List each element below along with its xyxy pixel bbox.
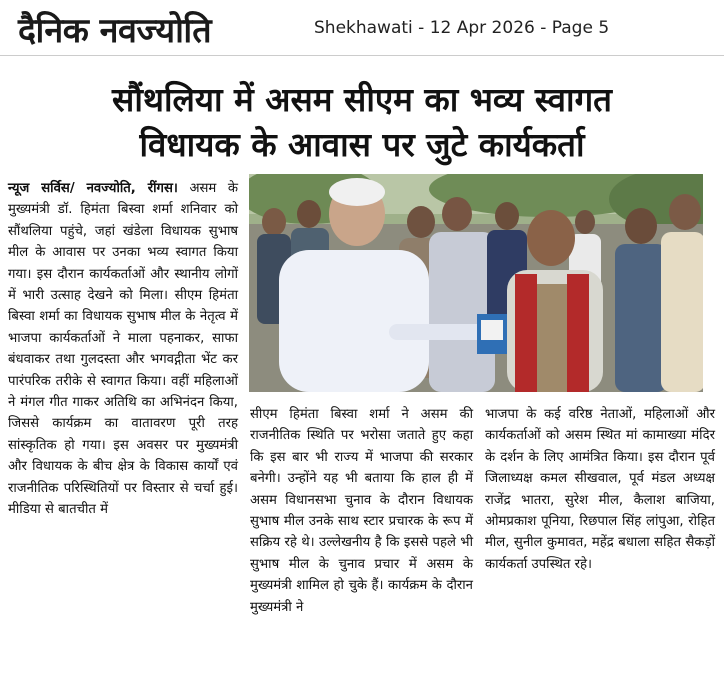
header-divider [0,55,724,56]
column-3-text: भाजपा के कई वरिष्ठ नेताओं, महिलाओं और कार्यकर्ताओं को असम स्थित मां कामाख्या मंदिर के दर्शन के लिए आमंत्रित किया। इस दौरान पूर्व जिलाध्यक्ष कमल सीखवाल, पूर्व मंडल अध्यक्ष राजेंद्र भातरा, सुरेश मील, कैलाश बाजिया, ओमप्रकाश पूनिया, रिछपाल सिंह लांपुआ, रोहित मील, सुनील कुमावत, महेंद्र बधाला सहित सैकड़ों कार्यकर्ता उपस्थित रहे। [485,407,715,572]
newspaper-logo: दैनिक नवज्योति [18,11,212,51]
headline-line-2: विधायक के आवास पर जुटे कार्यकर्ता [139,125,585,164]
masthead [14,0,284,52]
article-column-3 [485,404,715,575]
column-2-text: सीएम हिमंता बिस्वा शर्मा ने असम की राजनीतिक स्थिति पर भरोसा जताते हुए कहा कि इस बार भी राज्य में भाजपा की सरकार बनेगी। उन्होंने यह भी बताया कि हाल ही में असम विधानसभा चुनाव के दौरान विधायक सुभाष मील उनके साथ स्टार प्रचारक के रूप में सक्रिय रहे थे। उल्लेखनीय है कि इससे पहले भी सुभाष मील के चुनाव प्रचार में असम के मुख्यमंत्री शामिल हो चुके हैं। कार्यक्रम के दौरान मुख्यमंत्री ने [250,407,473,615]
headline-line-1: सौंथलिया में असम सीएम का भव्य स्वागत [112,80,612,119]
article-column-1 [8,178,238,521]
article-column-2 [250,404,473,618]
dateline: न्यूज सर्विस/ नवज्योति, रींगस। [8,181,178,196]
news-photo [249,174,703,392]
photo-illustration [249,174,703,392]
column-1-text: असम के मुख्यमंत्री डॉ. हिमंता बिस्वा शर्मा शनिवार को सौंथलिया पहुंचे, जहां खंडेला विधायक सुभाष मील के आवास पर उनका भव्य स्वागत किया गया। इस दौरान कार्यकर्ताओं और स्थानीय लोगों में भारी उत्साह देखने को मिला। सीएम हिमंता बिस्वा शर्मा का विधायक सुभाष मील के नेतृत्व में भाजपा कार्यकर्ताओं ने माला पहनाकर, साफा बंधवाकर तथा गुलदस्ता और भगवद्गीता भेंट कर पारंपरिक तरीके से स्वागत किया। वहीं महिलाओं ने मंगल गीत गाकर अतिथि का अभिनंदन किया, जिससे कार्यक्रम का वातावरण पूरी तरह सांस्कृतिक हो गया। इस अवसर पर मुख्यमंत्री और विधायक के बीच क्षेत्र के विकास कार्यों एवं राजनीतिक परिस्थितियों पर विस्तार से चर्चा हुई। मीडिया से बातचीत में [8,181,238,518]
edition-line: Shekhawati - 12 Apr 2026 - Page 5 [314,18,610,38]
